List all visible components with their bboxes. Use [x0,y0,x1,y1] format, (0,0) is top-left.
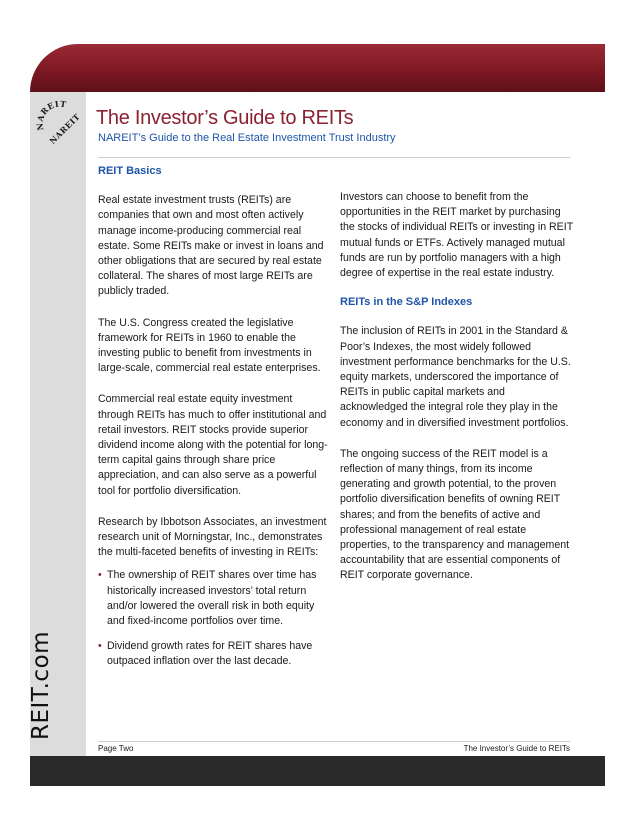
right-column [340,190,574,600]
header-banner [30,44,605,92]
paragraph: Real estate investment trusts (REITs) are companies that own and most often actively manage income-producing commercial real estate. Some REITs make or invest in loans and other obligations that are secured by real estate collateral. The shares of most large REITs are publicly traded. [98,194,324,298]
paragraph: Investors can choose to benefit from the opportunities in the REIT market by purchasing the stocks of individual REITs or investing in REIT mutual funds or ETFs. Actively managed mutual funds are run by portfolio managers with a high degree of expertise in the real estate industry. [340,191,573,280]
logo-text-inner: NAREIT [47,111,82,146]
paragraph: The ongoing success of the REIT model is a reflection of many things, from its income generating and growth potential, to the proven portfolio diversification benefits of owning REIT shares; and from the benefits of active and professional management of real estate properties, to the transparency and management accountability that are essential components of REIT corporate governance. [340,447,570,582]
site-url: REIT.com [28,630,54,740]
logo-text-arc: NAREIT [34,98,68,132]
list-item [98,639,328,669]
page-subtitle: NAREIT’s Guide to the Real Estate Investment Trust Industry [98,132,396,144]
list-item-text: Dividend growth rates for REIT shares have outpaced inflation over the last decade. [107,640,313,668]
paragraph: The U.S. Congress created the legislative framework for REITs in 1960 to enable the investing public to benefit from investments in large-scale, commercial real estate enterprises. [98,316,321,375]
bullet-icon: • [98,640,102,653]
footer-banner [30,756,605,786]
footer-divider [98,741,570,742]
nareit-seal-logo [34,98,84,148]
page-number: Page Two [98,744,134,753]
page-title: The Investor’s Guide to REITs [96,107,354,129]
section-title-sp-indexes: REITs in the S&P Indexes [340,296,473,309]
paragraph: Commercial real estate equity investment through REITs has much to offer institutional and retail investors. REIT stocks provide superior dividend income along with the potential for long-term capital gains through share price appreciation, and can also serve as a powerful tool for portfolio diversification. [98,393,328,497]
section-title-reit-basics: REIT Basics [98,165,162,177]
benefits-list [98,568,328,669]
paragraph: The inclusion of REITs in 2001 in the Standard & Poor’s Indexes, the most widely followed investment performance benchmarks for the U.S. equity markets, underscored the importance of REITs in public capital markets and acknowledged the integral role they play in the economy and in diversified investment portfolios. [340,325,571,429]
list-item-text: The ownership of REIT shares over time has historically increased investors’ total return and/or lowered the overall risk in both equity and fixed-income portfolios over time. [107,569,317,628]
left-column [98,164,328,680]
paragraph: Research by Ibbotson Associates, an investment research unit of Morningstar, Inc., demonstrates the multi-faceted benefits of investing in REITs: [98,515,327,559]
list-item [98,568,328,629]
footer-doc-title: The Investor’s Guide to REITs [463,744,570,753]
bullet-icon: • [98,569,102,582]
header-divider [98,157,570,158]
